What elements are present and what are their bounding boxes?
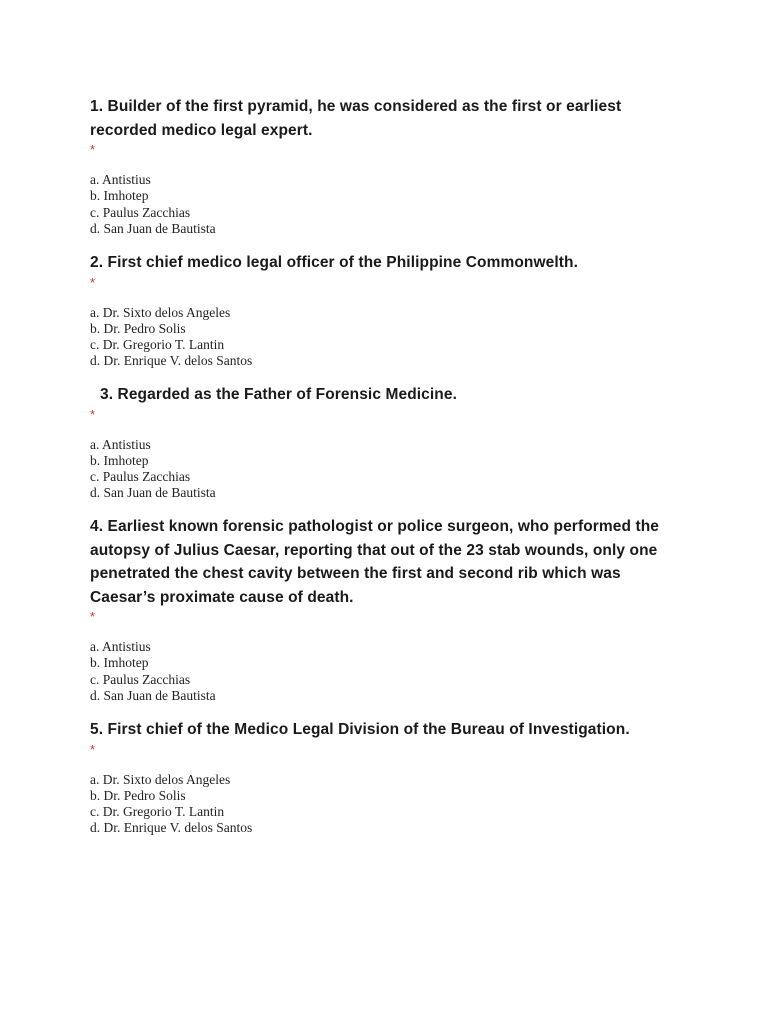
question-1-options: [90, 172, 690, 237]
required-asterisk: *: [90, 609, 96, 624]
option-c[interactable]: c. Dr. Gregorio T. Lantin: [90, 337, 225, 353]
option-c[interactable]: c. Paulus Zacchias: [90, 671, 191, 687]
question-1-text: 1. Builder of the first pyramid, he was considered as the first or earliest recorded medico legal expert.: [90, 98, 622, 139]
required-asterisk: *: [90, 406, 96, 422]
option-d[interactable]: d. Dr. Enrique V. delos Santos: [90, 820, 253, 836]
option-b[interactable]: b. Imhotep: [90, 655, 149, 671]
question-4-text: 4. Earliest known forensic pathologist or police surgeon, who performed the autopsy of Julius Caesar, reporting that out of the 23 stab wounds, only one penetrated the chest cavity between the first and second rib which was Caesar’s proximate cause of death.: [90, 518, 660, 606]
required-asterisk: *: [90, 142, 96, 157]
question-5-options: [90, 772, 630, 837]
question-2: [90, 251, 578, 370]
required-asterisk: *: [90, 274, 96, 290]
question-4-options: [90, 639, 690, 704]
option-a[interactable]: a. Antistius: [90, 172, 151, 187]
question-3: [90, 383, 457, 502]
option-c[interactable]: c. Paulus Zacchias: [90, 204, 191, 220]
option-a[interactable]: a. Dr. Sixto delos Angeles: [90, 304, 231, 320]
option-c[interactable]: c. Paulus Zacchias: [90, 469, 191, 485]
question-2-text: 2. First chief medico legal officer of the Philippine Commonwelth.: [90, 254, 579, 271]
option-d[interactable]: d. Dr. Enrique V. delos Santos: [90, 353, 253, 369]
question-4: [90, 515, 690, 704]
option-a[interactable]: a. Dr. Sixto delos Angeles: [90, 771, 231, 787]
question-5-text: 5. First chief of the Medico Legal Division of the Bureau of Investigation.: [90, 721, 630, 738]
question-2-options: [90, 305, 578, 370]
required-asterisk: *: [90, 741, 96, 757]
option-a[interactable]: a. Antistius: [90, 436, 151, 452]
option-c[interactable]: c. Dr. Gregorio T. Lantin: [90, 804, 225, 820]
option-b[interactable]: b. Imhotep: [90, 452, 149, 468]
question-3-options: [90, 437, 457, 502]
question-3-text: 3. Regarded as the Father of Forensic Medicine.: [100, 386, 457, 403]
option-b[interactable]: b. Imhotep: [90, 188, 149, 204]
option-d[interactable]: d. San Juan de Bautista: [90, 687, 216, 703]
question-5: [90, 718, 630, 837]
option-b[interactable]: b. Dr. Pedro Solis: [90, 787, 186, 803]
option-b[interactable]: b. Dr. Pedro Solis: [90, 320, 186, 336]
option-d[interactable]: d. San Juan de Bautista: [90, 220, 216, 236]
option-a[interactable]: a. Antistius: [90, 639, 151, 654]
question-1: [90, 95, 690, 237]
option-d[interactable]: d. San Juan de Bautista: [90, 485, 216, 501]
